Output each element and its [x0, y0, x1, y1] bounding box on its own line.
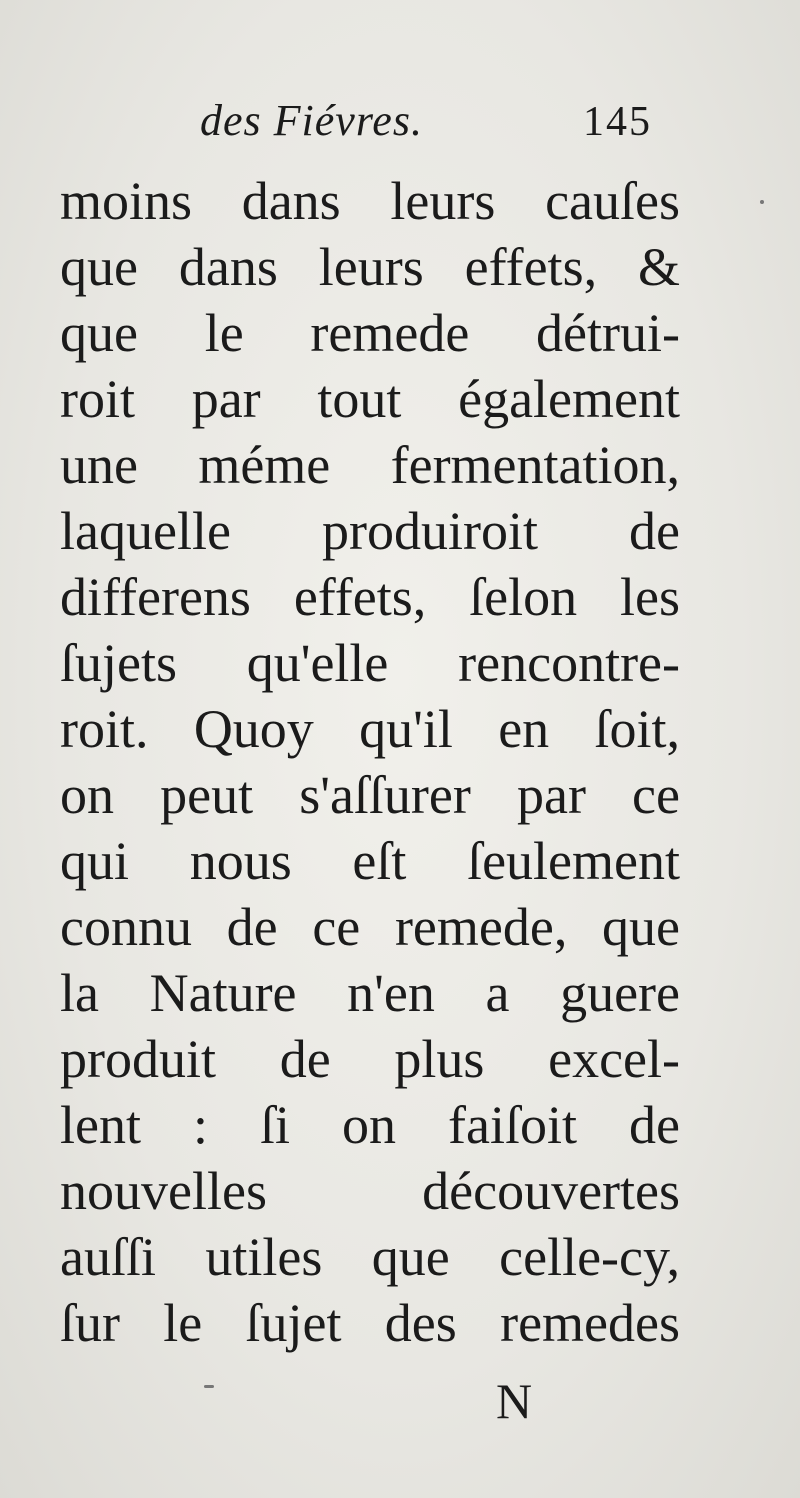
text-line: laquelle produiroit de — [60, 501, 680, 561]
text-line: la Nature n'en a guere — [60, 963, 680, 1023]
body-text — [60, 168, 680, 1356]
ink-speck — [204, 1385, 214, 1388]
text-line: moins dans leurs cauſes — [60, 171, 680, 231]
running-head: des Fiévres. — [200, 96, 423, 145]
signature-mark: N — [496, 1373, 533, 1429]
text-line: roit. Quoy qu'il en ſoit, — [60, 699, 680, 759]
text-line: roit par tout également — [60, 369, 680, 429]
text-line: differens effets, ſelon les — [60, 567, 680, 627]
text-line: une méme fermentation, — [60, 435, 680, 495]
text-line: auſſi utiles que celle-cy, — [60, 1227, 680, 1287]
text-line: que dans leurs effets, & — [60, 237, 680, 297]
text-line: ſur le ſujet des remedes — [60, 1293, 680, 1353]
text-line: qui nous eſt ſeulement — [60, 831, 680, 891]
text-line: connu de ce remede, que — [60, 897, 680, 957]
text-line: on peut s'aſſurer par ce — [60, 765, 680, 825]
text-line: ſujets qu'elle rencontre- — [60, 633, 680, 693]
text-line: nouvelles découvertes — [60, 1161, 680, 1221]
text-line: produit de plus excel- — [60, 1029, 680, 1089]
text-line: que le remede détrui- — [60, 303, 680, 363]
text-line: lent : ſi on faiſoit de — [60, 1095, 680, 1155]
ink-speck — [760, 200, 764, 204]
page-number: 145 — [583, 99, 652, 145]
